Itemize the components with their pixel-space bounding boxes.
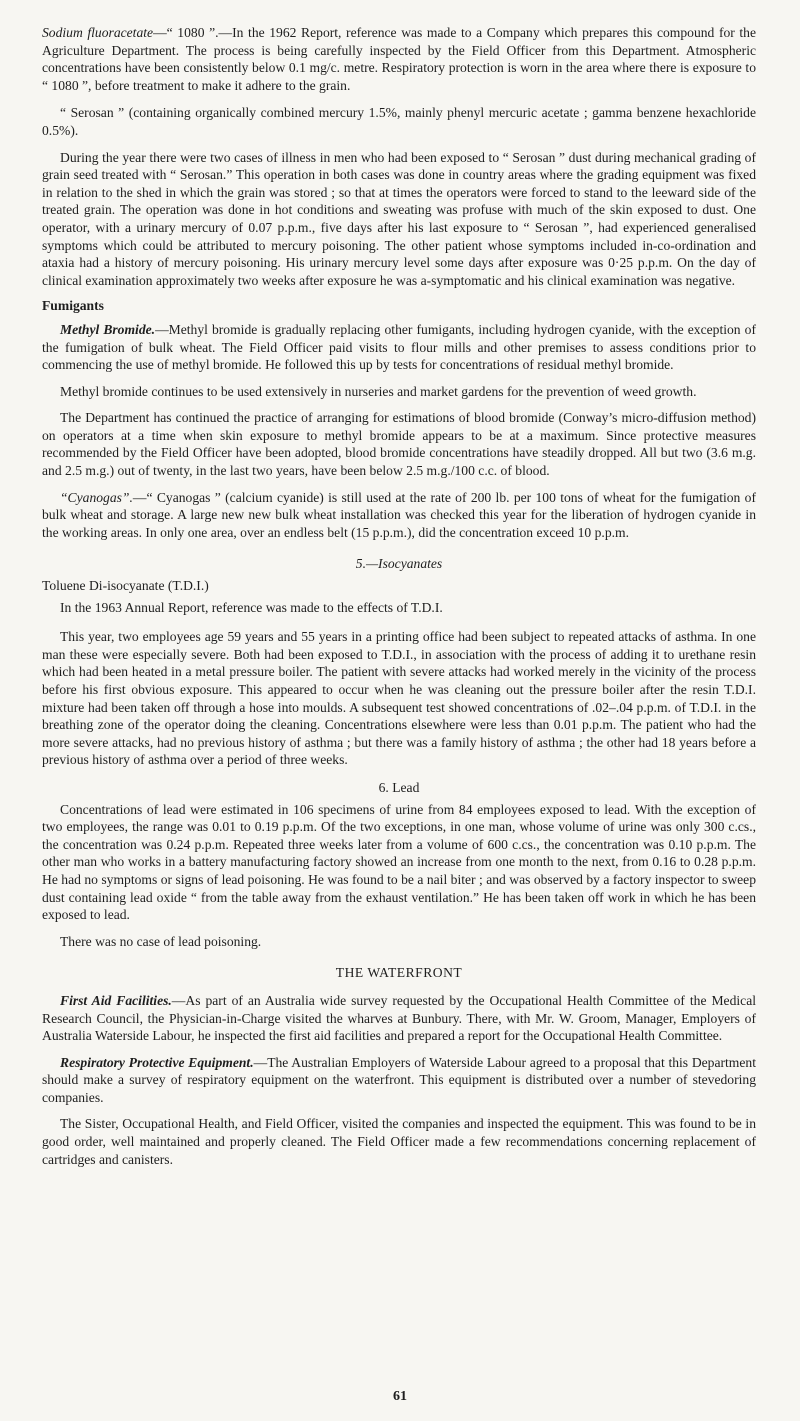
- paragraph-text: —As part of an Australia wide survey requested by the Occupational Health Committee of the Medical Research Council, the Physician-in-Charge visited the wharves at Bunbury. There, with Mr. W. Groom, Manager, Employers of Australia Waterside Labour, he inspected the first aid facilities and prepared a report for the Occupational Health Committee.: [42, 992, 757, 1044]
- paragraph-lead-concentrations: Concentrations of lead were estimated in 106 specimens of urine from 84 employees exposed to lead. With the exception of two employees, the range was 0.01 to 0.19 p.p.m. Of the two exceptions, in one man, whose volume of urine was only 300 c.cs., the concentration was 0.24 p.p.m. Repeated three weeks later from a volume of 600 c.cs., the concentration was 0.10 p.p.m. The other man who works in a battery manufacturing factory showed an increase from one month to the next, from 0.16 to 0.28 p.p.m. He had no symptoms or signs of lead poisoning. He was found to be a nail biter ; and was observed by a factory inspector to sweep dust containing lead oxide “ from the table away from the exhaust ventilation.” He has been taken off work in which he has been exposed to lead.: [42, 801, 756, 923]
- paragraph-methyl-bromide-nurseries: Methyl bromide continues to be used extensively in nurseries and market gardens for the prevention of weed growth.: [60, 383, 697, 399]
- page-number: 61: [393, 1389, 407, 1404]
- paragraph-equipment-inspection: The Sister, Occupational Health, and Field Officer, visited the companies and inspected the equipment. This was found to be in good order, well maintained and properly cleaned. The Field Officer made a few recommendations concerning replacement of cartridges and canisters.: [42, 1116, 756, 1167]
- paragraph-respiratory-equipment: [42, 1054, 756, 1107]
- paragraph-sodium-fluoracetate: [42, 24, 756, 94]
- section-heading-lead-text: 6. Lead: [378, 779, 420, 795]
- heading-waterfront: THE WATERFRONT: [335, 965, 463, 981]
- section-heading-lead: [42, 779, 756, 797]
- paragraph-no-lead-poisoning: There was no case of lead poisoning.: [60, 933, 262, 949]
- page-body: [42, 24, 756, 1177]
- paragraph-lead: Sodium fluoracetate: [42, 25, 154, 40]
- paragraph-tdi-asthma: This year, two employees age 59 years and 55 years in a printing office had been subject to repeated attacks of asthma. In one man these were especially severe. Both had been exposed to T.D.I., in association with the process of adding it to urethane resin which had been heated in a metal pressure boiler. The patient with severe attacks had worked merely in the vicinity of the process before his first obvious exposure. This appeared to occur when he was cleaning out the pressure boiler after the resin T.D.I. mixture had been taken off through a hose into moulds. A subsequent test showed concentrations of .02–.04 p.p.m. of T.D.I. in the breathing zone of the operator doing the cleaning. Concentrations elsewhere were less than 0.01 p.p.m. The patient who had the more severe attacks, had no previous history of asthma ; but there was a family history of asthma ; the other had 18 years before a previous history of asthma over a period of three weeks.: [42, 629, 756, 768]
- heading-toluene-di-isocyanate: Toluene Di-isocyanate (T.D.I.): [42, 578, 209, 594]
- paragraph-serosan-composition: “ Serosan ” (containing organically combined mercury 1.5%, mainly phenyl mercuric acetate ; gamma benzene hexachloride 0.5%).: [42, 105, 756, 138]
- paragraph-lead: Respiratory Protective Equipment.: [60, 1054, 254, 1070]
- paragraph-first-aid: [42, 992, 756, 1045]
- paragraph-tdi-reference: In the 1963 Annual Report, reference was made to the effects of T.D.I.: [60, 599, 443, 615]
- paragraph-lead: “Cyanogas”.: [60, 489, 133, 505]
- paragraph-text: —Methyl bromide is gradually replacing other fumigants, including hydrogen cyanide, with the exception of the fumigation of bulk wheat. The Field Officer paid visits to flour mills and other premises to assess conditions prior to commencing the use of methyl bromide. He followed this up by tests for concentrations of residual methyl bromide.: [42, 321, 756, 373]
- heading-fumigants: Fumigants: [42, 298, 104, 314]
- paragraph-serosan-cases: During the year there were two cases of illness in men who had been exposed to “ Serosan ” dust during mechanical grading of grain seed treated with “ Serosan.” This operation in both cases was done in country areas where the grading equipment was fixed in relation to the shed in which the grain was stored ; so that at times the operators were forced to stand to the leeward side of the treated grain. The operation was done in hot conditions and sweating was profuse with much of the skin exposed to dust. One operator, with a urinary mercury of 0.07 p.p.m., five days after his last exposure to “ Serosan ”, had experienced generalised symptoms which could be attributed to mercury poisoning. The other patient whose symptoms included in-co-ordination and ataxia had a history of mercury poisoning. His urinary mercury level some days after exposure was 0·25 p.p.m. On the day of clinical examination approximately two weeks after exposure he was a-symptomatic and his clinical examination was negative.: [42, 149, 756, 288]
- paragraph-blood-bromide: The Department has continued the practice of arranging for estimations of blood bromide (Conway’s micro-diffusion method) on operators at a time when skin exposure to methyl bromide appears to be at a maximum. Since protective measures recommended by the Field Officer have been adopted, blood bromide concentrations have steadily dropped. All but two (3.6 m.g. and 2.5 m.g.) out of twenty, in the last two years, have been below 2.5 m.g./100 c.c. of blood.: [42, 410, 756, 479]
- paragraph-lead: First Aid Facilities.: [60, 992, 172, 1008]
- paragraph-lead: Methyl Bromide.: [60, 321, 156, 337]
- paragraph-text: —The Australian Employers of Waterside Labour agreed to a proposal that this Department should make a survey of respiratory equipment on the waterfront. This equipment is distributed over a number of stevedoring companies.: [42, 1054, 756, 1105]
- paragraph-cyanogas: [42, 489, 756, 542]
- section-heading-isocyanates: 5.—Isocyanates: [355, 556, 443, 572]
- paragraph-methyl-bromide: [42, 321, 756, 374]
- paragraph-text: —“ 1080 ”.—In the 1962 Report, reference was made to a Company which prepares this compound for the Agriculture Department. The process is being carefully inspected by the Field Officer from this Department. Atmospheric concentrations have been consistently below 0.1 mg/c. metre. Respiratory protection is worn in the area where there is exposure to “ 1080 ”, before treatment to make it adhere to the grain.: [42, 25, 756, 93]
- paragraph-text: —“ Cyanogas ” (calcium cyanide) is still used at the rate of 200 lb. per 100 tons of wheat for the fumigation of bulk wheat and storage. A large new new bulk wheat installation was checked this year for the liberation of hydrogen cyanide in the working areas. In only one area, over an endless belt (15 p.p.m.), did the concentration exceed 10 p.p.m.: [42, 489, 756, 540]
